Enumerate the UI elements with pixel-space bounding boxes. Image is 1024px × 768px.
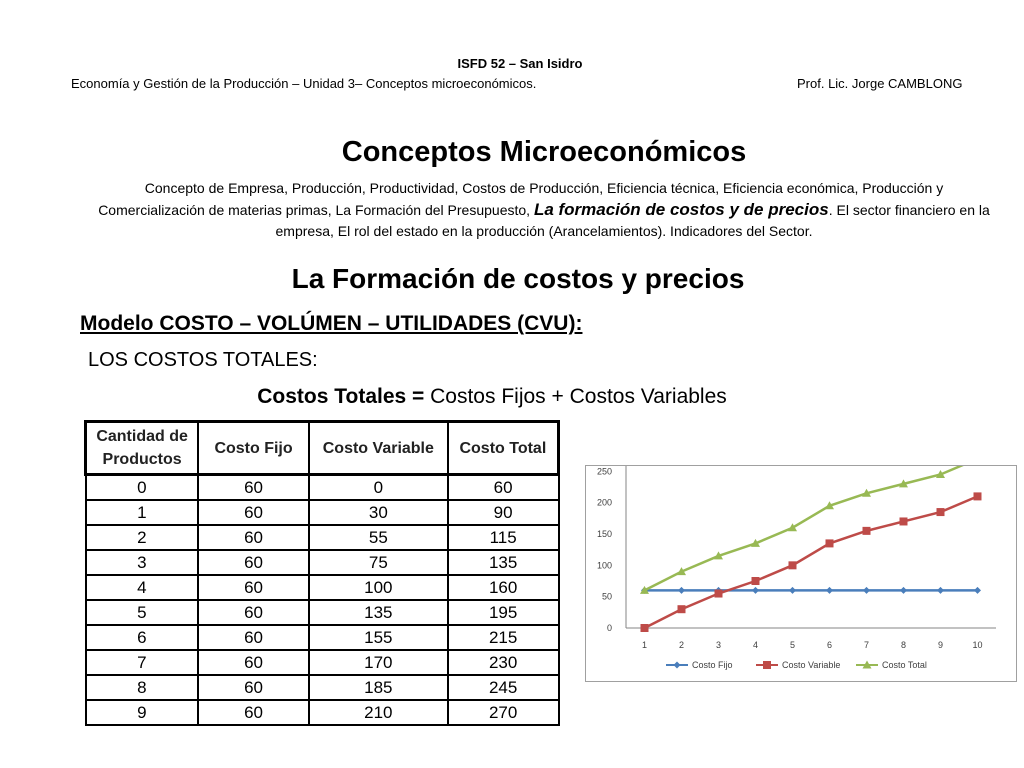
costo-variable-point	[900, 517, 908, 525]
table-cell: 9	[86, 700, 199, 725]
formula	[0, 385, 984, 409]
legend-costo-variable-label: Costo Variable	[782, 660, 841, 670]
costo-fijo-point	[678, 587, 685, 594]
costos-label: LOS COSTOS TOTALES:	[88, 349, 318, 371]
table-cell: 170	[309, 650, 448, 675]
x-tick-label: 4	[752, 640, 759, 650]
costo-fijo-point	[937, 587, 944, 594]
table-cell: 115	[448, 525, 559, 550]
institution-header: ISFD 52 – San Isidro	[457, 56, 583, 71]
table-cell: 60	[198, 550, 309, 575]
table-cell: 270	[448, 700, 559, 725]
cost-chart-svg	[586, 466, 1016, 681]
formula-lhs: Costos Totales =	[257, 385, 425, 408]
costo-fijo-point	[826, 587, 833, 594]
formula-rhs: Costos Fijos + Costos Variables	[424, 385, 727, 408]
x-tick-label: 5	[789, 640, 796, 650]
costo-fijo-point	[974, 587, 981, 594]
table-row	[86, 600, 559, 625]
table-cell: 3	[86, 550, 199, 575]
y-tick-label: 50	[601, 591, 612, 602]
header-costo-total: Costo Total	[448, 422, 559, 475]
table-cell: 6	[86, 625, 199, 650]
table-cell: 60	[198, 575, 309, 600]
costo-total-line	[645, 466, 978, 590]
table-body	[86, 475, 559, 726]
table-cell: 5	[86, 600, 199, 625]
table-cell: 75	[309, 550, 448, 575]
y-tick-label: 0	[606, 623, 612, 633]
x-tick-label: 1	[641, 640, 648, 650]
cost-table	[84, 420, 560, 726]
table-cell: 210	[309, 700, 448, 725]
table-cell: 135	[448, 550, 559, 575]
costo-fijo-point	[752, 587, 759, 594]
costo-variable-point	[641, 624, 649, 632]
table-cell: 60	[198, 700, 309, 725]
costo-fijo-point	[900, 587, 907, 594]
intro-paragraph	[94, 178, 994, 242]
x-tick-label: 10	[972, 640, 983, 650]
table-cell: 60	[198, 650, 309, 675]
table-cell: 155	[309, 625, 448, 650]
costo-fijo-point	[863, 587, 870, 594]
table-row	[86, 700, 559, 725]
table-row	[86, 550, 559, 575]
legend-costo-variable-marker	[763, 661, 771, 669]
table-cell: 4	[86, 575, 199, 600]
y-tick-label: 150	[596, 529, 612, 539]
table-cell: 7	[86, 650, 199, 675]
main-title: Conceptos Microeconómicos	[341, 136, 747, 168]
table-cell: 195	[448, 600, 559, 625]
y-tick-label: 100	[596, 560, 612, 571]
table-row	[86, 525, 559, 550]
x-tick-label: 6	[826, 640, 833, 650]
table-row	[86, 675, 559, 700]
legend-costo-fijo-marker	[674, 662, 681, 669]
cost-chart	[585, 465, 1017, 682]
table-cell: 60	[198, 500, 309, 525]
x-tick-label: 8	[900, 640, 907, 650]
header-costo-variable: Costo Variable	[309, 422, 448, 475]
costo-variable-point	[974, 492, 982, 500]
costo-variable-point	[678, 605, 686, 613]
table-cell: 215	[448, 625, 559, 650]
table-cell: 60	[198, 675, 309, 700]
table-header-row	[86, 422, 559, 475]
table-cell: 55	[309, 525, 448, 550]
costo-fijo-point	[789, 587, 796, 594]
y-tick-label: 200	[596, 497, 612, 508]
course-header: Economía y Gestión de la Producción – Unidad 3– Conceptos microeconómicos.	[71, 76, 537, 91]
table-row	[86, 575, 559, 600]
table-row	[86, 500, 559, 525]
table-row	[86, 650, 559, 675]
intro-text-2: . El sector financiero en la empresa, El rol del estado en la producción (Arancelamientos). Indicadores del Sector.	[275, 202, 990, 239]
costo-variable-point	[752, 577, 760, 585]
table-cell: 60	[198, 625, 309, 650]
intro-emphasis: La formación de costos y de precios	[533, 200, 829, 219]
table-cell: 60	[198, 600, 309, 625]
costo-variable-point	[863, 527, 871, 535]
x-tick-label: 2	[678, 640, 685, 650]
x-tick-label: 3	[715, 640, 722, 650]
table-cell: 245	[448, 675, 559, 700]
header-costo-fijo: Costo Fijo	[198, 422, 309, 475]
table-cell: 230	[448, 650, 559, 675]
table-cell: 60	[198, 525, 309, 550]
table-cell: 1	[86, 500, 199, 525]
legend-costo-fijo-label: Costo Fijo	[692, 660, 733, 670]
table-cell: 8	[86, 675, 199, 700]
costo-variable-point	[826, 539, 834, 547]
legend-costo-total-label: Costo Total	[882, 660, 927, 670]
x-tick-label: 9	[937, 640, 944, 650]
x-tick-label: 7	[863, 640, 870, 650]
table-cell: 0	[309, 475, 448, 501]
y-tick-label: 250	[596, 466, 612, 477]
table-cell: 2	[86, 525, 199, 550]
costo-variable-point	[937, 508, 945, 516]
table-row	[86, 475, 559, 501]
table-cell: 160	[448, 575, 559, 600]
table-cell: 135	[309, 600, 448, 625]
table-cell: 60	[448, 475, 559, 501]
table-cell: 30	[309, 500, 448, 525]
table-cell: 185	[309, 675, 448, 700]
costo-variable-point	[715, 590, 723, 598]
model-title: Modelo COSTO – VOLÚMEN – UTILIDADES (CVU):	[80, 312, 583, 335]
table-cell: 0	[86, 475, 199, 501]
table-cell: 60	[198, 475, 309, 501]
table-cell: 100	[309, 575, 448, 600]
professor-header: Prof. Lic. Jorge CAMBLONG	[797, 76, 963, 91]
intro-text-1: Concepto de Empresa, Producción, Productividad, Costos de Producción, Eficiencia técnica, Eficiencia económica, Producción y Comercialización de materias primas, La Formación del Presupuesto,	[98, 180, 944, 218]
header-cantidad: Cantidad de Productos	[86, 422, 199, 475]
costo-variable-point	[789, 561, 797, 569]
table-row	[86, 625, 559, 650]
section-title: La Formación de costos y precios	[291, 263, 745, 294]
table-cell: 90	[448, 500, 559, 525]
